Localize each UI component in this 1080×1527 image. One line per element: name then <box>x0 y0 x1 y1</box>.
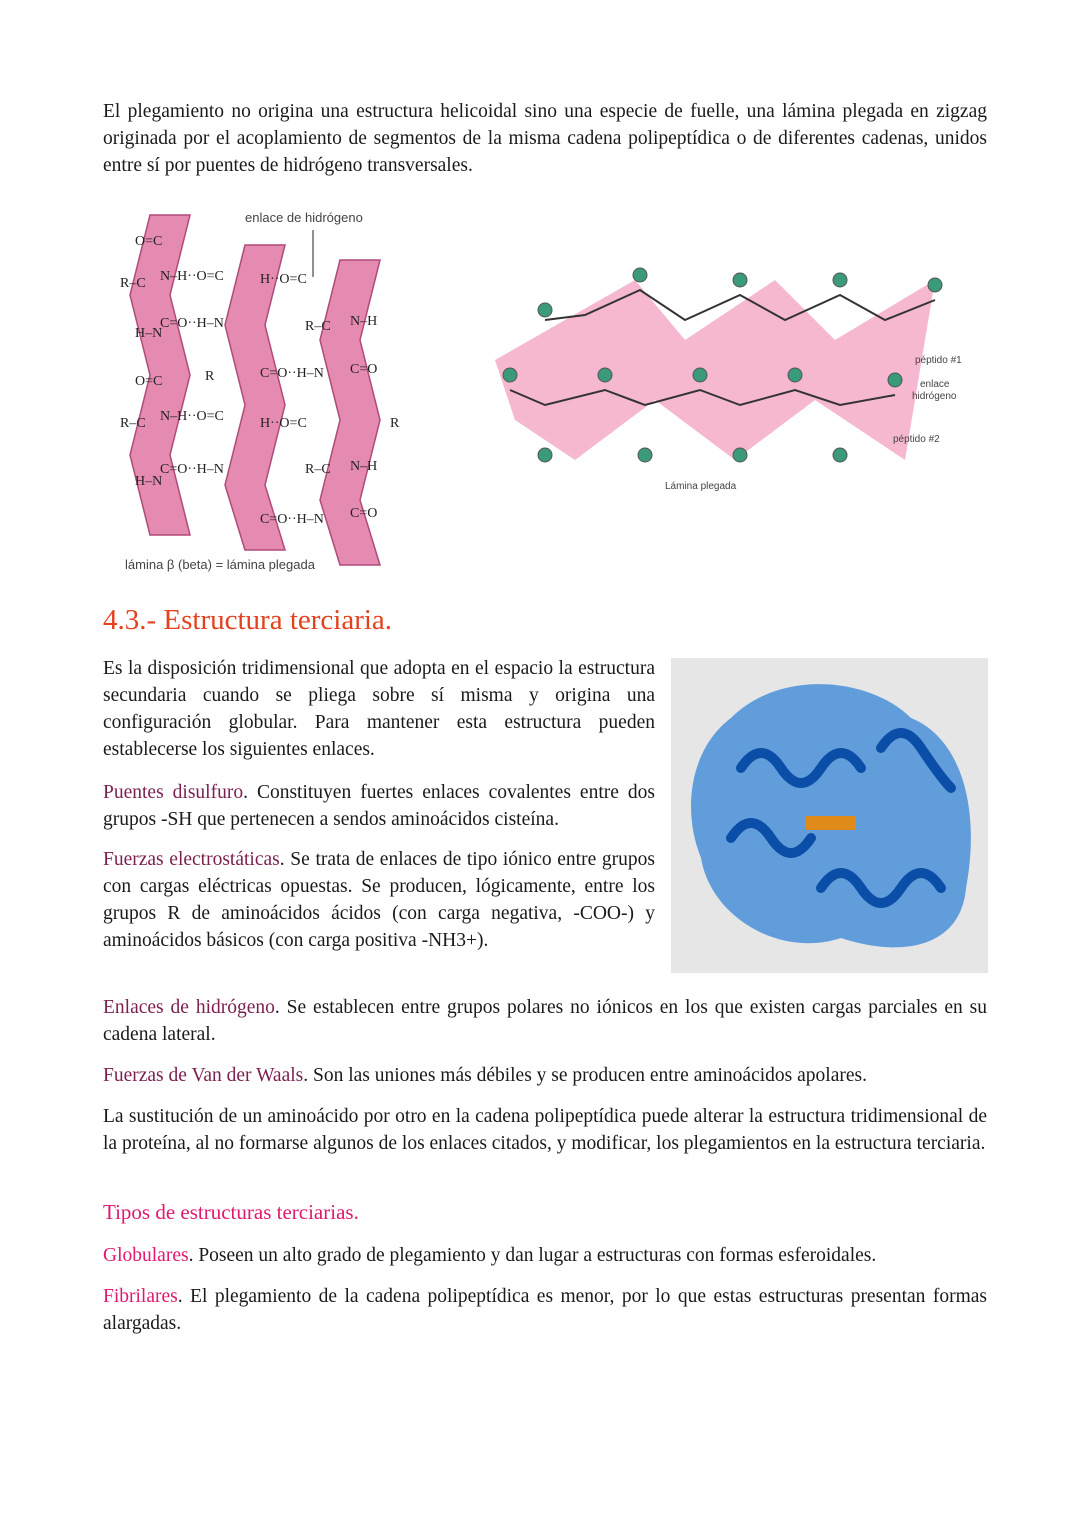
peptide1-label: péptido #1 <box>915 355 962 366</box>
svg-text:C=O··H–N: C=O··H–N <box>160 462 224 477</box>
section-heading: 4.3.- Estructura terciaria. <box>103 604 393 636</box>
svg-text:R–C: R–C <box>305 462 331 477</box>
pleated-sheet-3d-diagram <box>485 260 980 500</box>
svg-text:C=O: C=O <box>350 362 378 377</box>
fibrillar-text: . El plegamiento de la cadena polipeptídica es menor, por lo que estas estructuras presentan formas alargadas. <box>103 1286 987 1334</box>
hbond-label-1: enlace <box>920 379 950 390</box>
vdw-text: . Son las uniones más débiles y se producen entre aminoácidos apolares. <box>303 1065 867 1086</box>
svg-text:O=C: O=C <box>135 374 163 389</box>
tertiary-paragraph: Es la disposición tridimensional que adopta en el espacio la estructura secundaria cuando se pliega sobre sí misma y origina una configuración globular. Para mantener esta estructura pueden establecerse los siguientes enlaces. <box>103 658 655 760</box>
svg-text:H–N: H–N <box>135 474 163 489</box>
intro-paragraph: El plegamiento no origina una estructura helicoidal sino una especie de fuelle, una lámina plegada en zigzag originada por el acoplamiento de segmentos de la misma cadena polipeptídica o de diferentes cadenas, unidos entre sí por puentes de hidrógeno transversales. <box>103 101 987 176</box>
svg-text:N–H··O=C: N–H··O=C <box>160 409 224 424</box>
globular-text: . Poseen un alto grado de plegamiento y dan lugar a estructuras con formas esferoidales. <box>188 1245 877 1266</box>
beta-sheet-diagram <box>110 205 420 580</box>
fibrillar-paragraph <box>103 1283 987 1337</box>
svg-text:R–C: R–C <box>305 319 331 334</box>
svg-text:R: R <box>390 416 400 431</box>
disulfide-text: . Constituyen fuertes enlaces covalentes entre dos grupos -SH que pertenecen a sendos aminoácidos cisteína. <box>103 782 655 830</box>
svg-text:R–C: R–C <box>120 416 146 431</box>
svg-text:N–H: N–H <box>350 314 378 329</box>
disulfide-paragraph <box>103 779 655 833</box>
electrostatic-text: . Se trata de enlaces de tipo iónico entre grupos con cargas eléctricas opuestas. Se producen, lógicamente, entre los grupos R de aminoácidos ácidos (con carga negativa, -COO-) y aminoácidos básicos (con carga positiva -NH3+). <box>103 849 655 951</box>
svg-text:R–C: R–C <box>120 276 146 291</box>
substitution-paragraph: La sustitución de un aminoácido por otro en la cadena polipeptídica puede alterar la estructura tridimensional de la proteína, al no formarse algunos de los enlaces citados, y modificar, los plegamientos en la estructura terciaria. <box>103 1106 987 1154</box>
svg-text:C=O: C=O <box>350 506 378 521</box>
hbond-label: enlace de hidrógeno <box>245 210 363 225</box>
globular-paragraph <box>103 1242 987 1269</box>
svg-text:C=O··H–N: C=O··H–N <box>160 316 224 331</box>
beta-sheet-caption: lámina β (beta) = lámina plegada <box>125 557 315 572</box>
svg-text:R: R <box>205 369 215 384</box>
disulfide-term: Puentes disulfuro <box>103 782 244 803</box>
svg-text:H··O=C: H··O=C <box>260 272 307 287</box>
svg-text:N–H: N–H <box>350 459 378 474</box>
svg-text:H–N: H–N <box>135 326 163 341</box>
hydrogen-paragraph <box>103 994 987 1048</box>
svg-text:H··O=C: H··O=C <box>260 416 307 431</box>
vdw-paragraph <box>103 1062 987 1089</box>
hydrogen-text: . Se establecen entre grupos polares no iónicos en los que existen cargas parciales en su cadena lateral. <box>103 997 988 1045</box>
svg-text:N–H··O=C: N–H··O=C <box>160 269 224 284</box>
svg-text:O=C: O=C <box>135 234 163 249</box>
hbond-label-2: hidrógeno <box>912 391 957 402</box>
globular-term: Globulares <box>103 1245 189 1266</box>
svg-text:C=O··H–N: C=O··H–N <box>260 512 324 527</box>
svg-text:C=O··H–N: C=O··H–N <box>260 366 324 381</box>
protein-tertiary-structure-image <box>671 658 988 973</box>
electrostatic-paragraph <box>103 846 655 954</box>
hydrogen-term: Enlaces de hidrógeno <box>103 997 275 1018</box>
pleated-sheet-caption: Lámina plegada <box>665 481 737 492</box>
types-subheading: Tipos de estructuras terciarias. <box>103 1200 359 1224</box>
peptide2-label: péptido #2 <box>893 434 940 445</box>
electrostatic-term: Fuerzas electrostáticas <box>103 849 280 870</box>
fibrillar-term: Fibrilares <box>103 1286 178 1307</box>
vdw-term: Fuerzas de Van der Waals <box>103 1065 304 1086</box>
